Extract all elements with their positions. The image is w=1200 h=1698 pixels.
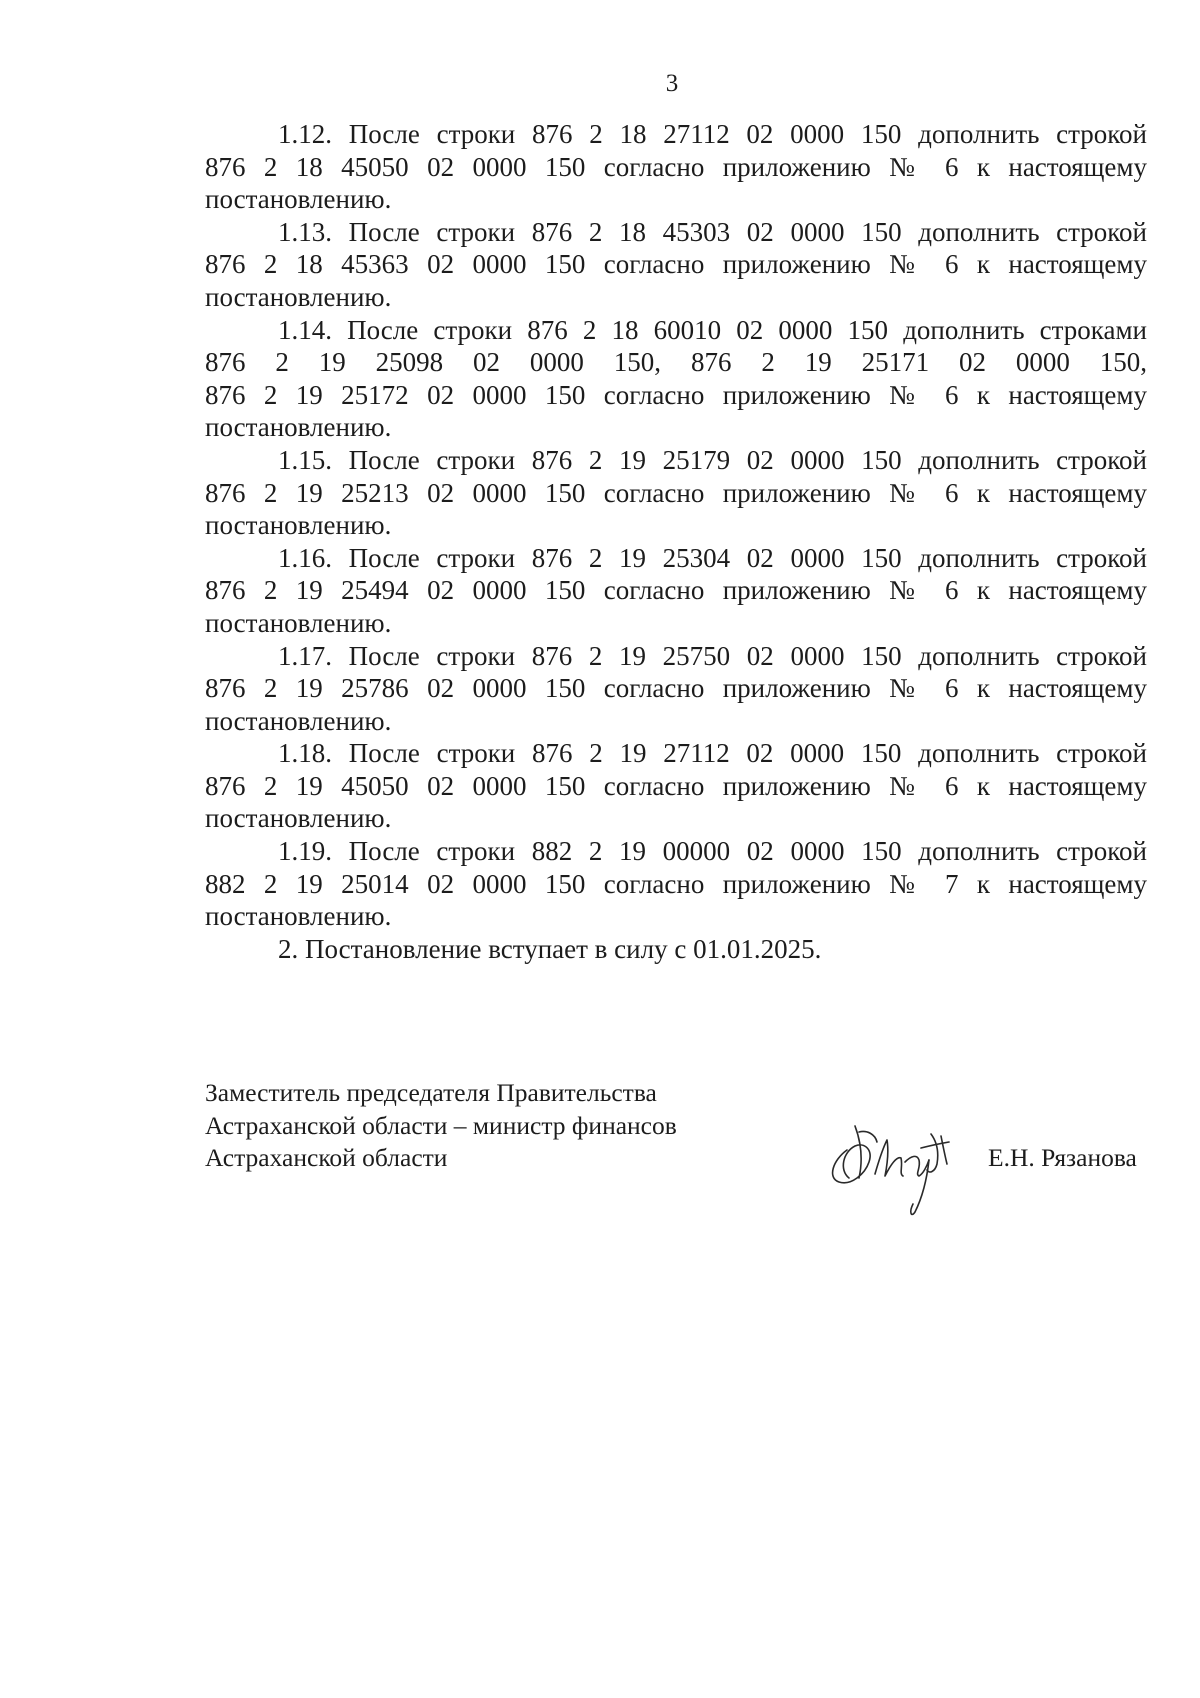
signer-name: Е.Н. Рязанова [988, 1143, 1137, 1172]
paragraph [205, 118, 1147, 216]
signature-position-line: Астраханской области – министр финансов [205, 1110, 677, 1140]
paragraph-line: постановлению. [205, 184, 392, 215]
paragraph [205, 933, 1147, 966]
paragraph-line: 1.14. После строки 876 2 18 60010 02 0000 150 дополнить строками [278, 314, 1147, 345]
document-body [205, 118, 1147, 965]
paragraph-line: 876 2 18 45363 02 0000 150 согласно приложению № 6 к настоящему [205, 249, 1147, 280]
paragraph-line: 876 2 19 45050 02 0000 150 согласно приложению № 6 к настоящему [205, 770, 1147, 801]
paragraph-line: постановлению. [205, 412, 392, 443]
paragraph-line: 1.17. После строки 876 2 19 25750 02 0000 150 дополнить строкой [278, 640, 1147, 671]
paragraph-line: 882 2 19 25014 02 0000 150 согласно приложению № 7 к настоящему [205, 868, 1147, 899]
paragraph-line: 876 2 19 25494 02 0000 150 согласно приложению № 6 к настоящему [205, 575, 1147, 606]
paragraph-line: 1.16. После строки 876 2 19 25304 02 0000 150 дополнить строкой [278, 542, 1147, 573]
paragraph-line: постановлению. [205, 705, 392, 736]
paragraph-line: постановлению. [205, 510, 392, 541]
paragraph-line: 876 2 19 25213 02 0000 150 согласно приложению № 6 к настоящему [205, 477, 1147, 508]
paragraph-line: 1.12. После строки 876 2 18 27112 02 0000 150 дополнить строкой [278, 119, 1147, 149]
signature-position-line: Заместитель председателя Правительства [205, 1078, 657, 1107]
paragraph-line: 876 2 18 45050 02 0000 150 согласно приложению № 6 к настоящему [205, 151, 1147, 182]
paragraph [205, 314, 1147, 444]
paragraph-line: постановлению. [205, 803, 392, 834]
handwritten-signature [825, 1112, 960, 1222]
signature-position-line: Астраханской области [205, 1143, 448, 1172]
page-number: 3 [665, 70, 679, 97]
paragraph-line: 2. Постановление вступает в силу с 01.01.2025. [278, 933, 822, 964]
paragraph [205, 835, 1147, 933]
paragraph-line: постановлению. [205, 901, 392, 932]
paragraph-line: 876 2 19 25098 02 0000 150, 876 2 19 25171 02 0000 150, [205, 347, 1147, 378]
paragraph-line: 1.18. После строки 876 2 19 27112 02 0000 150 дополнить строкой [278, 738, 1147, 769]
paragraph-line: 1.19. После строки 882 2 19 00000 02 0000 150 дополнить строкой [278, 836, 1147, 867]
paragraph [205, 640, 1147, 738]
paragraph-line: 876 2 19 25172 02 0000 150 согласно приложению № 6 к настоящему [205, 379, 1147, 410]
paragraph-line: постановлению. [205, 607, 392, 638]
paragraph [205, 737, 1147, 835]
paragraph-line: 1.15. После строки 876 2 19 25179 02 0000 150 дополнить строкой [278, 444, 1147, 475]
paragraph [205, 216, 1147, 314]
paragraph-line: 876 2 19 25786 02 0000 150 согласно приложению № 6 к настоящему [205, 673, 1147, 704]
paragraph-line: 1.13. После строки 876 2 18 45303 02 0000 150 дополнить строкой [278, 216, 1147, 247]
paragraph-line: постановлению. [205, 281, 392, 312]
signature-position [205, 1077, 677, 1175]
paragraph [205, 444, 1147, 542]
paragraph [205, 542, 1147, 640]
